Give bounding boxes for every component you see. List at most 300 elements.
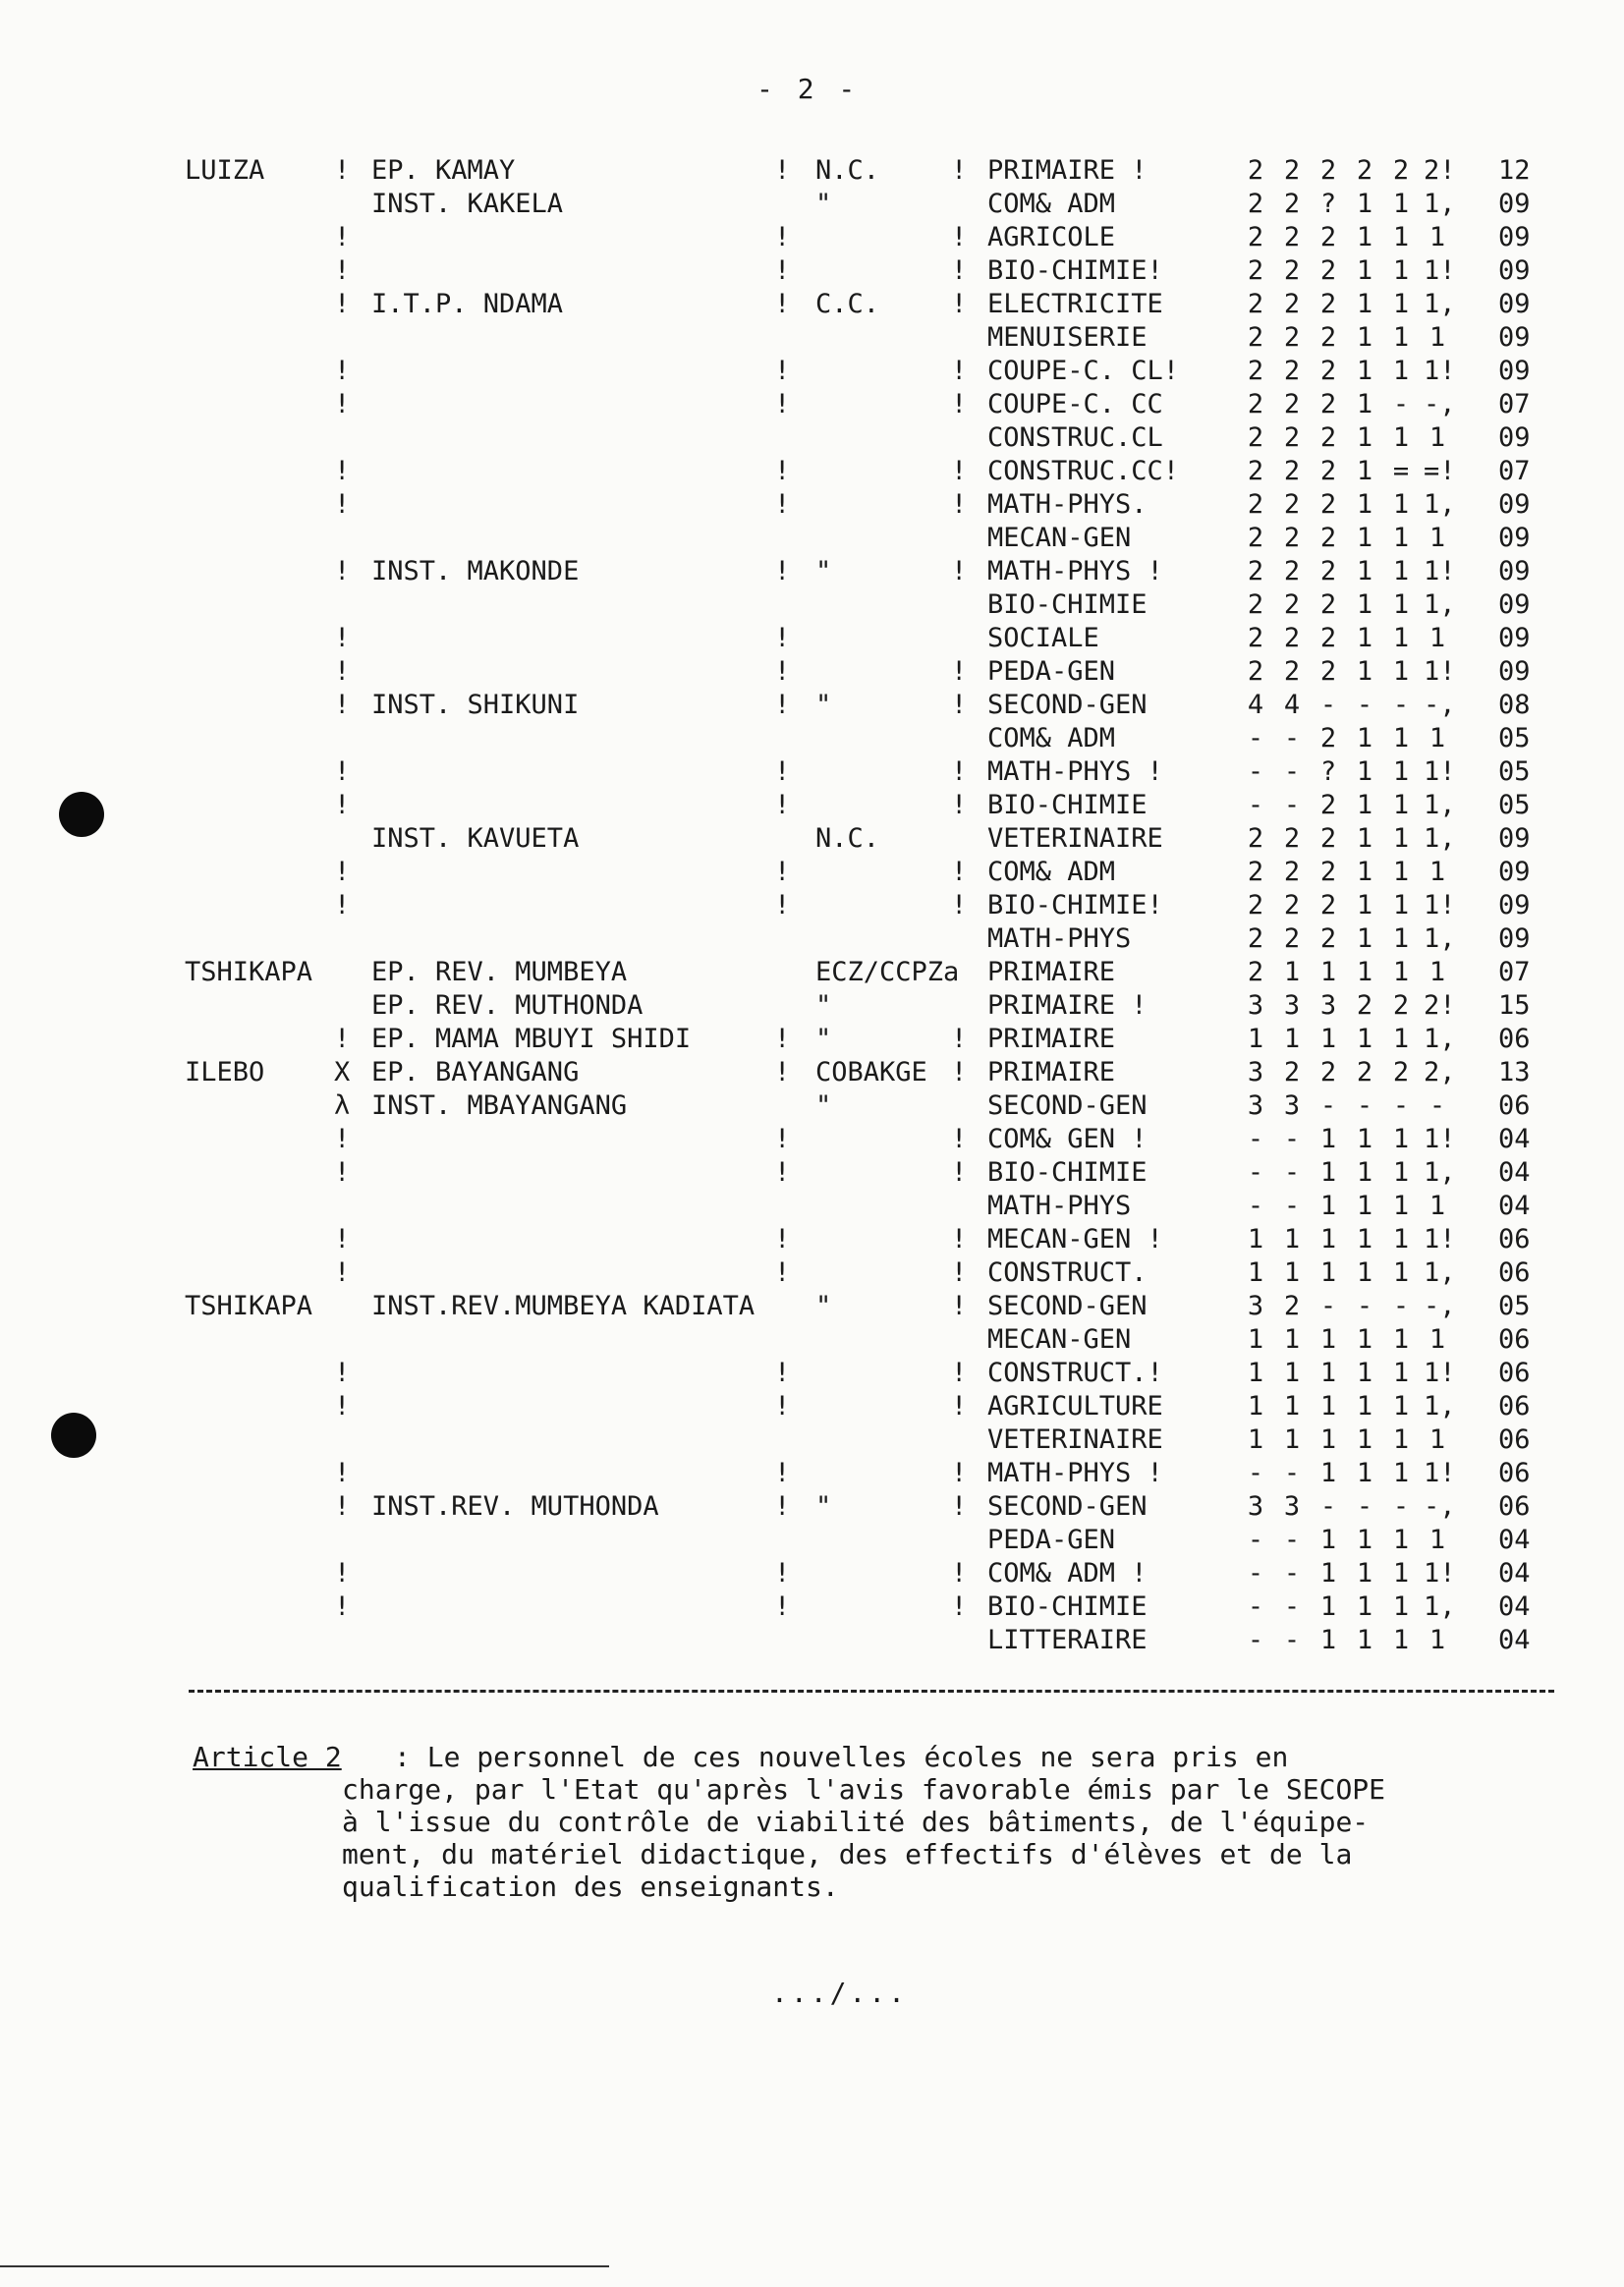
class-count-cell: 2 xyxy=(1319,255,1337,286)
option-cell: PRIMAIRE xyxy=(987,957,1116,987)
option-cell: MECAN-GEN xyxy=(987,1324,1132,1355)
class-count-cell: 1 xyxy=(1392,656,1410,687)
total-cell: 09 xyxy=(1498,189,1531,219)
table-row xyxy=(0,1057,1624,1088)
class-count-cell: - xyxy=(1319,1491,1337,1522)
regime-cell: " xyxy=(815,1090,832,1121)
total-cell: 04 xyxy=(1498,1191,1531,1221)
class-count-cell: 1 xyxy=(1392,489,1410,520)
class-count-cell: - xyxy=(1247,1625,1264,1655)
class-count-cell: 2 xyxy=(1283,422,1301,453)
class-count-cell: 1 xyxy=(1392,189,1410,219)
separator-cell: ! xyxy=(774,389,791,419)
class-count-cell: 2 xyxy=(1283,857,1301,887)
option-cell: CONSTRUCT.! xyxy=(987,1358,1163,1388)
class-count-cell: - xyxy=(1356,1291,1373,1321)
separator-cell: ! xyxy=(774,1024,791,1054)
class-count-cell: 1 xyxy=(1392,356,1410,386)
class-count-cell: 2 xyxy=(1283,556,1301,586)
separator-cell: ! xyxy=(334,489,351,520)
class-count-cell: 1 xyxy=(1356,1124,1373,1154)
total-cell: 04 xyxy=(1498,1558,1531,1589)
option-cell: BIO-CHIMIE! xyxy=(987,255,1163,286)
class-count-cell: - xyxy=(1319,1291,1337,1321)
class-count-cell: 2 xyxy=(1319,289,1337,319)
continuation-marker: .../... xyxy=(771,1977,909,2009)
school-cell: INST. MAKONDE xyxy=(371,556,580,586)
article-line: à l'issue du contrôle de viabilité des bâtiments, de l'équipe- xyxy=(342,1806,1370,1838)
class-count-cell: 2 xyxy=(1319,589,1337,620)
total-cell: 13 xyxy=(1498,1057,1531,1088)
separator-cell: ! xyxy=(951,857,968,887)
separator-cell: ! xyxy=(334,1358,351,1388)
class-count-cell: 1 xyxy=(1356,823,1373,854)
class-count-cell: 1 xyxy=(1356,1525,1373,1555)
class-count-cell: 2 xyxy=(1319,823,1337,854)
class-count-cell: 4 xyxy=(1283,690,1301,720)
class-count-cell: 1 xyxy=(1356,189,1373,219)
option-cell: COUPE-C. CL! xyxy=(987,356,1180,386)
class-count-cell: 1 xyxy=(1392,1157,1410,1188)
table-row xyxy=(0,289,1624,320)
class-count-cell: 1 xyxy=(1356,556,1373,586)
page-number: - 2 - xyxy=(756,73,860,105)
separator-cell: ! xyxy=(334,1024,351,1054)
class-count-cell: 2 xyxy=(1247,890,1264,920)
option-cell: COM& ADM ! xyxy=(987,1558,1148,1589)
class-count-cell: - xyxy=(1247,1558,1264,1589)
class-count-cell: 1 xyxy=(1356,1358,1373,1388)
class-count-cell: 1 xyxy=(1392,756,1410,787)
table-row xyxy=(0,456,1624,487)
class-count-cell: 2 xyxy=(1319,923,1337,954)
regime-cell: " xyxy=(815,1291,832,1321)
class-count-cell: 1 xyxy=(1319,1157,1337,1188)
class-count-cell: 1! xyxy=(1424,1124,1456,1154)
class-count-cell: 1 xyxy=(1319,1458,1337,1488)
table-row xyxy=(0,1491,1624,1523)
separator-cell: ! xyxy=(774,155,791,186)
table-row xyxy=(0,723,1624,754)
separator-cell: ! xyxy=(951,289,968,319)
total-cell: 09 xyxy=(1498,322,1531,353)
class-count-cell: 1 xyxy=(1319,1391,1337,1422)
class-count-cell: 2 xyxy=(1247,289,1264,319)
class-count-cell: - xyxy=(1283,1525,1301,1555)
option-cell: AGRICOLE xyxy=(987,222,1116,252)
class-count-cell: 1, xyxy=(1424,1257,1456,1288)
class-count-cell: 1 xyxy=(1247,1224,1264,1255)
class-count-cell: - xyxy=(1319,690,1337,720)
class-count-cell: 2 xyxy=(1283,489,1301,520)
total-cell: 07 xyxy=(1498,957,1531,987)
option-cell: PRIMAIRE ! xyxy=(987,155,1148,186)
table-row xyxy=(0,556,1624,587)
class-count-cell: 1! xyxy=(1424,1224,1456,1255)
class-count-cell: 2 xyxy=(1319,322,1337,353)
class-count-cell: 1! xyxy=(1424,656,1456,687)
option-cell: LITTERAIRE xyxy=(987,1625,1148,1655)
option-cell: MECAN-GEN ! xyxy=(987,1224,1163,1255)
separator-cell: ! xyxy=(951,1024,968,1054)
class-count-cell: 1 xyxy=(1319,1324,1337,1355)
class-count-cell: 3 xyxy=(1247,1057,1264,1088)
class-count-cell: 1 xyxy=(1428,623,1446,653)
separator-cell: ! xyxy=(951,1458,968,1488)
option-cell: PRIMAIRE xyxy=(987,1057,1116,1088)
total-cell: 09 xyxy=(1498,289,1531,319)
regime-cell: ECZ/CCPZa xyxy=(815,957,960,987)
class-count-cell: 1 xyxy=(1356,623,1373,653)
class-count-cell: 3 xyxy=(1247,1291,1264,1321)
class-count-cell: 1 xyxy=(1283,1024,1301,1054)
class-count-cell: 1, xyxy=(1424,923,1456,954)
class-count-cell: 2 xyxy=(1283,155,1301,186)
total-cell: 05 xyxy=(1498,1291,1531,1321)
total-cell: 07 xyxy=(1498,389,1531,419)
total-cell: 09 xyxy=(1498,656,1531,687)
class-count-cell: 2 xyxy=(1247,489,1264,520)
table-row xyxy=(0,690,1624,721)
option-cell: COUPE-C. CC xyxy=(987,389,1163,419)
school-cell: EP. MAMA MBUYI SHIDI xyxy=(371,1024,692,1054)
class-count-cell: 1 xyxy=(1356,1591,1373,1622)
option-cell: MATH-PHYS ! xyxy=(987,756,1163,787)
class-count-cell: - xyxy=(1356,1491,1373,1522)
total-cell: 09 xyxy=(1498,857,1531,887)
table-row xyxy=(0,823,1624,855)
table-row xyxy=(0,790,1624,821)
total-cell: 09 xyxy=(1498,255,1531,286)
class-count-cell: 1 xyxy=(1428,1625,1446,1655)
separator-cell: ! xyxy=(334,1124,351,1154)
class-count-cell: - xyxy=(1247,1525,1264,1555)
separator-cell: ! xyxy=(951,690,968,720)
separator-cell: ! xyxy=(951,489,968,520)
class-count-cell: 1 xyxy=(1428,957,1446,987)
class-count-cell: 1 xyxy=(1356,1458,1373,1488)
table-row xyxy=(0,890,1624,921)
separator-cell: ! xyxy=(334,890,351,920)
class-count-cell: - xyxy=(1356,1090,1373,1121)
class-count-cell: - xyxy=(1247,790,1264,820)
class-count-cell: 1 xyxy=(1247,1257,1264,1288)
school-cell: EP. REV. MUMBEYA xyxy=(371,957,628,987)
class-count-cell: 1 xyxy=(1283,1324,1301,1355)
option-cell: COM& ADM xyxy=(987,723,1116,753)
table-row xyxy=(0,1191,1624,1222)
separator-cell: ! xyxy=(774,556,791,586)
class-count-cell: 2 xyxy=(1283,389,1301,419)
total-cell: 09 xyxy=(1498,923,1531,954)
class-count-cell: 2 xyxy=(1319,155,1337,186)
class-count-cell: 1 xyxy=(1392,1458,1410,1488)
class-count-cell: 2 xyxy=(1247,322,1264,353)
regime-cell: " xyxy=(815,990,832,1021)
separator-cell: ! xyxy=(334,1591,351,1622)
option-cell: BIO-CHIMIE xyxy=(987,1157,1148,1188)
option-cell: BIO-CHIMIE! xyxy=(987,890,1163,920)
article-line: ment, du matériel didactique, des effectifs d'élèves et de la xyxy=(342,1838,1353,1870)
total-cell: 09 xyxy=(1498,823,1531,854)
class-count-cell: 2 xyxy=(1247,656,1264,687)
table-row xyxy=(0,422,1624,454)
separator-cell: ! xyxy=(334,1458,351,1488)
class-count-cell: 1, xyxy=(1424,823,1456,854)
class-count-cell: 2 xyxy=(1247,222,1264,252)
class-count-cell: 1 xyxy=(1392,222,1410,252)
class-count-cell: 1 xyxy=(1392,1358,1410,1388)
class-count-cell: 1 xyxy=(1428,322,1446,353)
total-cell: 15 xyxy=(1498,990,1531,1021)
school-cell: INST. SHIKUNI xyxy=(371,690,580,720)
separator-cell: ! xyxy=(334,857,351,887)
total-cell: 09 xyxy=(1498,422,1531,453)
class-count-cell: 2 xyxy=(1247,389,1264,419)
class-count-cell: 1 xyxy=(1392,857,1410,887)
class-count-cell: 1 xyxy=(1392,823,1410,854)
class-count-cell: 2 xyxy=(1247,255,1264,286)
separator-cell: ! xyxy=(951,656,968,687)
separator-cell: ! xyxy=(334,222,351,252)
option-cell: COM& ADM xyxy=(987,189,1116,219)
class-count-cell: 2 xyxy=(1283,656,1301,687)
class-count-cell: 2 xyxy=(1247,857,1264,887)
table-row xyxy=(0,990,1624,1022)
class-count-cell: 1 xyxy=(1356,923,1373,954)
total-cell: 12 xyxy=(1498,155,1531,186)
separator-cell: ! xyxy=(774,756,791,787)
separator-cell: ! xyxy=(774,1358,791,1388)
class-count-cell: 1 xyxy=(1392,255,1410,286)
total-cell: 09 xyxy=(1498,356,1531,386)
class-count-cell: 1 xyxy=(1356,756,1373,787)
class-count-cell: 2 xyxy=(1319,723,1337,753)
school-cell: EP. BAYANGANG xyxy=(371,1057,580,1088)
table-row xyxy=(0,1257,1624,1289)
class-count-cell: 1 xyxy=(1356,656,1373,687)
total-cell: 05 xyxy=(1498,723,1531,753)
school-cell: I.T.P. NDAMA xyxy=(371,289,564,319)
option-cell: COM& ADM xyxy=(987,857,1116,887)
total-cell: 09 xyxy=(1498,589,1531,620)
class-count-cell: 1 xyxy=(1356,1157,1373,1188)
total-cell: 08 xyxy=(1498,690,1531,720)
class-count-cell: 2 xyxy=(1283,1291,1301,1321)
article-line: charge, par l'Etat qu'après l'avis favorable émis par le SECOPE xyxy=(342,1773,1386,1806)
class-count-cell: 2 xyxy=(1247,923,1264,954)
option-cell: BIO-CHIMIE xyxy=(987,790,1148,820)
class-count-cell: 1, xyxy=(1424,1024,1456,1054)
class-count-cell: 2 xyxy=(1283,456,1301,486)
class-count-cell: 2 xyxy=(1247,523,1264,553)
total-cell: 06 xyxy=(1498,1391,1531,1422)
table-row xyxy=(0,255,1624,287)
class-count-cell: 1 xyxy=(1428,1525,1446,1555)
table-row xyxy=(0,1525,1624,1556)
separator-cell: ! xyxy=(951,1224,968,1255)
class-count-cell: 1 xyxy=(1356,1424,1373,1455)
total-cell: 06 xyxy=(1498,1458,1531,1488)
total-cell: 04 xyxy=(1498,1625,1531,1655)
class-count-cell: 2 xyxy=(1283,289,1301,319)
class-count-cell: 2 xyxy=(1392,1057,1410,1088)
separator-cell: ! xyxy=(334,155,351,186)
class-count-cell: 2 xyxy=(1319,422,1337,453)
separator-cell: ! xyxy=(951,255,968,286)
table-row xyxy=(0,589,1624,621)
class-count-cell: 2 xyxy=(1247,155,1264,186)
separator-cell: λ xyxy=(334,1090,351,1121)
class-count-cell: 1 xyxy=(1356,790,1373,820)
class-count-cell: 2 xyxy=(1283,589,1301,620)
class-count-cell: 2 xyxy=(1319,556,1337,586)
class-count-cell: 1! xyxy=(1424,1358,1456,1388)
separator-cell: ! xyxy=(774,1558,791,1589)
class-count-cell: - xyxy=(1283,1591,1301,1622)
separator-cell: ! xyxy=(774,1591,791,1622)
class-count-cell: 2 xyxy=(1283,222,1301,252)
separator-cell: ! xyxy=(774,1458,791,1488)
total-cell: 05 xyxy=(1498,790,1531,820)
class-count-cell: 1 xyxy=(1392,1625,1410,1655)
class-count-cell: 1 xyxy=(1283,1257,1301,1288)
class-count-cell: 2 xyxy=(1247,623,1264,653)
class-count-cell: 1 xyxy=(1356,890,1373,920)
separator-cell: ! xyxy=(774,656,791,687)
table-row xyxy=(0,1558,1624,1590)
table-row xyxy=(0,957,1624,988)
class-count-cell: 1 xyxy=(1319,1191,1337,1221)
separator-cell: ! xyxy=(334,456,351,486)
total-cell: 05 xyxy=(1498,756,1531,787)
option-cell: CONSTRUCT. xyxy=(987,1257,1148,1288)
separator-cell: ! xyxy=(334,756,351,787)
table-row xyxy=(0,1358,1624,1389)
class-count-cell: 1 xyxy=(1392,1257,1410,1288)
class-count-cell: 1 xyxy=(1319,1558,1337,1589)
separator-cell: ! xyxy=(774,1124,791,1154)
separator-cell: ! xyxy=(334,556,351,586)
class-count-cell: - xyxy=(1283,723,1301,753)
article-label: Article 2 xyxy=(193,1741,342,1773)
school-cell: INST. KAVUETA xyxy=(371,823,580,854)
option-cell: AGRICULTURE xyxy=(987,1391,1163,1422)
option-cell: SECOND-GEN xyxy=(987,1291,1148,1321)
class-count-cell: 1! xyxy=(1424,255,1456,286)
class-count-cell: 1 xyxy=(1356,422,1373,453)
class-count-cell: 1 xyxy=(1392,1391,1410,1422)
class-count-cell: 1! xyxy=(1424,890,1456,920)
class-count-cell: - xyxy=(1247,1124,1264,1154)
class-count-cell: 1, xyxy=(1424,589,1456,620)
class-count-cell: 1 xyxy=(1356,1558,1373,1589)
total-cell: 09 xyxy=(1498,489,1531,520)
option-cell: CONSTRUC.CC! xyxy=(987,456,1180,486)
separator-cell: ! xyxy=(334,1157,351,1188)
class-count-cell: - xyxy=(1392,1291,1410,1321)
class-count-cell: 1 xyxy=(1428,1191,1446,1221)
class-count-cell: 1 xyxy=(1392,1124,1410,1154)
total-cell: 04 xyxy=(1498,1124,1531,1154)
separator-cell: ! xyxy=(334,389,351,419)
class-count-cell: 1 xyxy=(1247,1024,1264,1054)
class-count-cell: 2 xyxy=(1247,189,1264,219)
class-count-cell: - xyxy=(1392,389,1410,419)
option-cell: MENUISERIE xyxy=(987,322,1148,353)
total-cell: 06 xyxy=(1498,1090,1531,1121)
separator-cell: ! xyxy=(774,222,791,252)
class-count-cell: 1, xyxy=(1424,1591,1456,1622)
class-count-cell: -, xyxy=(1424,389,1456,419)
class-count-cell: 3 xyxy=(1247,1090,1264,1121)
class-count-cell: 1 xyxy=(1283,957,1301,987)
school-cell: EP. REV. MUTHONDA xyxy=(371,990,644,1021)
class-count-cell: 2 xyxy=(1283,523,1301,553)
regime-cell: " xyxy=(815,556,832,586)
separator-cell: ! xyxy=(774,690,791,720)
option-cell: BIO-CHIMIE xyxy=(987,1591,1148,1622)
class-count-cell: 1 xyxy=(1356,1391,1373,1422)
separator-cell: ! xyxy=(774,857,791,887)
regime-cell: " xyxy=(815,690,832,720)
separator-cell: ! xyxy=(951,556,968,586)
class-count-cell: 1 xyxy=(1356,1257,1373,1288)
class-count-cell: 1 xyxy=(1428,222,1446,252)
separator-cell: ! xyxy=(951,790,968,820)
table-row xyxy=(0,923,1624,955)
class-count-cell: 2 xyxy=(1283,890,1301,920)
class-count-cell: 3 xyxy=(1319,990,1337,1021)
class-count-cell: - xyxy=(1392,1090,1410,1121)
separator-cell: ! xyxy=(951,1358,968,1388)
separator-cell: ! xyxy=(951,356,968,386)
class-count-cell: - xyxy=(1247,756,1264,787)
option-cell: PEDA-GEN xyxy=(987,1525,1116,1555)
regime-cell: " xyxy=(815,1024,832,1054)
separator-cell: ! xyxy=(334,1491,351,1522)
class-count-cell: ? xyxy=(1319,189,1337,219)
class-count-cell: 1 xyxy=(1247,1358,1264,1388)
class-count-cell: 2 xyxy=(1283,623,1301,653)
class-count-cell: - xyxy=(1392,1491,1410,1522)
class-count-cell: 2, xyxy=(1424,1057,1456,1088)
class-count-cell: 4 xyxy=(1247,690,1264,720)
option-cell: BIO-CHIMIE xyxy=(987,589,1148,620)
separator-cell: ! xyxy=(951,222,968,252)
class-count-cell: 1 xyxy=(1283,1358,1301,1388)
total-cell: 04 xyxy=(1498,1591,1531,1622)
article-line: qualification des enseignants. xyxy=(342,1870,839,1903)
table-row xyxy=(0,523,1624,554)
total-cell: 06 xyxy=(1498,1358,1531,1388)
class-count-cell: 1 xyxy=(1356,322,1373,353)
separator-cell: ! xyxy=(334,1558,351,1589)
separator-cell: ! xyxy=(951,456,968,486)
total-cell: 06 xyxy=(1498,1424,1531,1455)
class-count-cell: 3 xyxy=(1283,1491,1301,1522)
class-count-cell: 1 xyxy=(1247,1324,1264,1355)
class-count-cell: 1 xyxy=(1319,1625,1337,1655)
class-count-cell: 1 xyxy=(1283,1391,1301,1422)
option-cell: MATH-PHYS xyxy=(987,923,1132,954)
class-count-cell: =! xyxy=(1424,456,1456,486)
class-count-cell: 1 xyxy=(1247,1424,1264,1455)
class-count-cell: 2 xyxy=(1319,623,1337,653)
regime-cell: COBAKGE xyxy=(815,1057,927,1088)
separator-cell: ! xyxy=(951,1491,968,1522)
class-count-cell: 2 xyxy=(1319,222,1337,252)
